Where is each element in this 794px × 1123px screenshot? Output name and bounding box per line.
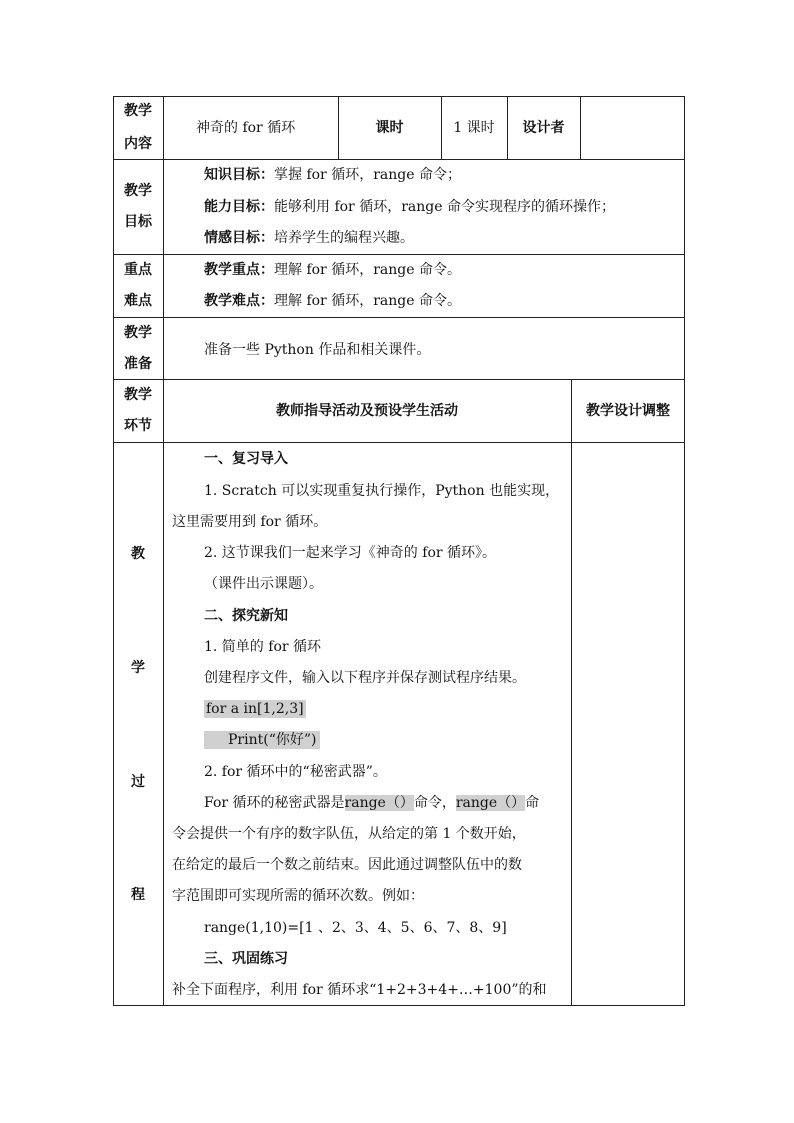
- col-divider: [571, 379, 572, 1006]
- code-line: for a in[1,2,3]: [206, 701, 304, 717]
- row-divider: [113, 442, 685, 443]
- paragraph-range: [204, 794, 539, 812]
- keypoint-difficulty: [204, 292, 461, 310]
- objective-text: 掌握 for 循环，range 命令；: [274, 167, 461, 183]
- paragraph: 这里需要用到 for 循环。: [172, 514, 328, 530]
- objectives-label-1: 教学: [124, 183, 152, 199]
- section-title: 三、巩固练习: [204, 951, 288, 967]
- keypoints-label-1: 重点: [124, 262, 152, 278]
- preparation-text: 准备一些 Python 作品和相关课件。: [204, 342, 431, 358]
- text-run: 命: [525, 795, 540, 811]
- process-label-1: 教学: [124, 387, 152, 403]
- activities-heading: 教师指导活动及预设学生活动: [276, 403, 458, 419]
- range-highlight: range（）: [344, 795, 414, 811]
- objective-emotion: [204, 229, 414, 247]
- keypoint-text: 理解 for 循环，range 命令。: [274, 262, 461, 278]
- row-divider: [113, 159, 685, 160]
- objective-text: 能够利用 for 循环，range 命令实现程序的循环操作；: [274, 199, 615, 215]
- text-run: 命令，: [413, 795, 456, 811]
- process-label-2: 环节: [124, 418, 152, 434]
- subheading: 1. 简单的 for 循环: [204, 639, 322, 655]
- keypoint-label: 教学重点：: [204, 262, 274, 278]
- section-title: 一、复习导入: [204, 451, 288, 467]
- paragraph: 在给定的最后一个数之前结束。因此通过调整队伍中的数: [172, 857, 522, 873]
- process-side-char: 学: [131, 660, 145, 676]
- objective-label: 知识目标：: [204, 167, 274, 183]
- col-divider: [163, 96, 164, 1006]
- keypoint-focus: [204, 261, 461, 279]
- hours-value: 1 课时: [453, 120, 495, 136]
- preparation-label-1: 教学: [124, 325, 152, 341]
- paragraph: 字范围即可实现所需的循环次数。例如：: [172, 888, 424, 904]
- objective-label: 情感目标：: [204, 230, 274, 246]
- paragraph: 1. Scratch 可以实现重复执行操作，Python 也能实现，: [204, 483, 560, 499]
- example-line: range(1,10)=[1 、2、3、4、5、6、7、8、9]: [204, 920, 507, 936]
- objective-ability: [204, 198, 615, 216]
- keypoint-label: 教学难点：: [204, 293, 274, 309]
- paragraph: 创建程序文件，输入以下程序并保存测试程序结果。: [204, 670, 526, 686]
- designer-label: 设计者: [522, 120, 565, 136]
- subheading: 2. for 循环中的“秘密武器”。: [204, 764, 387, 780]
- keypoint-text: 理解 for 循环，range 命令。: [274, 293, 461, 309]
- preparation-label-2: 准备: [124, 356, 152, 372]
- hours-label: 课时: [375, 120, 404, 136]
- objective-text: 培养学生的编程兴趣。: [274, 230, 414, 246]
- code-line: Print(“你好”): [204, 731, 320, 749]
- range-highlight: range（）: [455, 795, 526, 811]
- keypoints-label-2: 难点: [124, 293, 152, 309]
- adjust-heading: 教学设计调整: [586, 403, 670, 419]
- content-value: 神奇的 for 循环: [196, 120, 296, 136]
- row-divider: [113, 379, 685, 380]
- paragraph: 2. 这节课我们一起来学习《神奇的 for 循环》。: [204, 545, 497, 561]
- row-divider: [113, 317, 685, 318]
- process-side-char: 教: [131, 546, 145, 562]
- objective-label: 能力目标：: [204, 199, 274, 215]
- process-side-char: 过: [131, 774, 145, 790]
- content-label-1: 教学: [124, 103, 152, 119]
- objective-knowledge: [204, 166, 461, 184]
- objectives-label-2: 目标: [124, 214, 152, 230]
- process-side-char: 程: [131, 887, 145, 903]
- paragraph: 令会提供一个有序的数字队伍，从给定的第 1 个数开始，: [172, 826, 526, 842]
- content-label-2: 内容: [124, 136, 152, 152]
- section-title: 二、探究新知: [204, 608, 288, 624]
- text-run: For 循环的秘密武器是: [204, 795, 345, 811]
- paragraph: 补全下面程序，利用 for 循环求“1+2+3+4+…+100”的和: [172, 982, 547, 998]
- row-divider: [113, 254, 685, 255]
- col-divider: [580, 96, 581, 159]
- paragraph: （课件出示课题）。: [204, 576, 323, 592]
